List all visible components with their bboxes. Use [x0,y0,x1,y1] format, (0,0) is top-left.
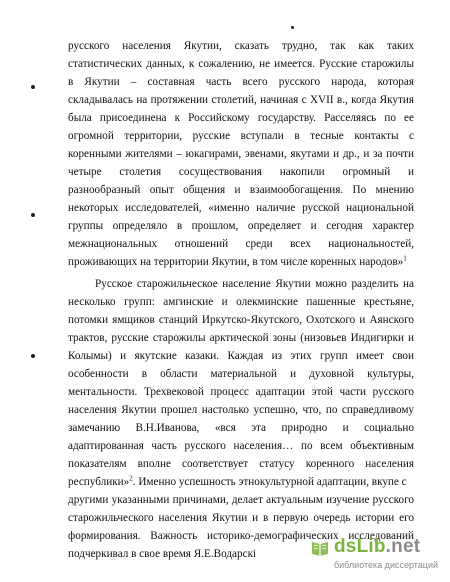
text-line: подчеркивал в свое время Я.Е.Водарскі [68,548,257,560]
scan-speck [291,26,294,29]
dslib-watermark [310,536,440,576]
text-line: старожильческого населения Якутии и в первую очередь истории его [68,512,414,524]
text-line: другими указанными причинами, делает актуальным изучение русского [68,494,414,506]
text-line: трактов, русские старожилы арктической зоны (низовьев Индигирки и [68,332,414,344]
text-line: некоторых исследователей, «именно наличие русской национальной [68,202,414,214]
watermark-tagline: библиотека диссертаций [334,560,439,570]
watermark-brand: dsLib.net [334,536,421,557]
text-line: потомки ямщиков станций Иркутско-Якутского, Охотского и Аянского [68,314,414,326]
text-line: республики»$^2$. Именно успешность этнокультурной адаптации, вкупе с [68,475,407,488]
text-line: в Якутии – составная часть всего русского народа, которая [68,76,414,88]
text-line: разнообразный опыт общения и взаимообогащения. По мнению [68,184,414,196]
footnote-ref: 1 [403,255,407,263]
text-line: русского населения Якутии, сказать трудно, так как таких [68,40,414,52]
text-line: огромной территории, русские вступали в тесные контакты с [68,130,414,142]
text-line: складывалась на протяжении столетий, начиная с XVII в., когда Якутия [68,94,414,106]
book-icon [310,538,330,558]
text-line: коренными жителями – юкагирами, эвенами, якутами и др., и за почти [68,148,414,160]
text-line: формирования. Важность историко-демографических исследований [68,530,414,542]
scan-speck [31,354,35,358]
text-line: четыре столетия сосуществования накопили огромный и [68,166,414,178]
text-line: межнациональных отношений среди всех национальностей, [68,238,414,250]
text-line: несколько групп: амгинские и олекминские пашенные крестьяне, [68,296,414,308]
scan-speck [31,213,35,217]
text-line: проживающих на территории Якутии, в том числе коренных народов»$^1$ [68,255,407,268]
text-line: группы определяло в прошлом, определяет и сегодня характер [68,220,414,232]
footnote-ref: 2 [129,475,133,483]
text-line: Русское старожильческое население Якутии можно разделить на [95,278,414,290]
text-line: показателям вполне соответствует статусу коренного населения [68,458,414,470]
text-line: замечанию В.Н.Иванова, «вся эта природно и социально [68,422,414,434]
text-line: населения Якутии прошел настолько успешно, что, по справедливому [68,404,414,416]
text-line: была присоединена к Российскому государству. Расселяясь по ее [68,112,414,124]
text-line: ментальности. Трехвековой процесс адаптации этой части русского [68,386,414,398]
text-line: адаптированная часть русского населения… по всем объективным [68,440,414,452]
text-line: статистических данных, к сожалению, не имеется. Русские старожилы [68,58,414,70]
text-line: особенности в области материальной и духовной культуры, [68,368,414,380]
scan-speck [31,85,35,89]
text-line: Колымы) и якутские казаки. Каждая из этих групп имеет свои [68,350,414,362]
